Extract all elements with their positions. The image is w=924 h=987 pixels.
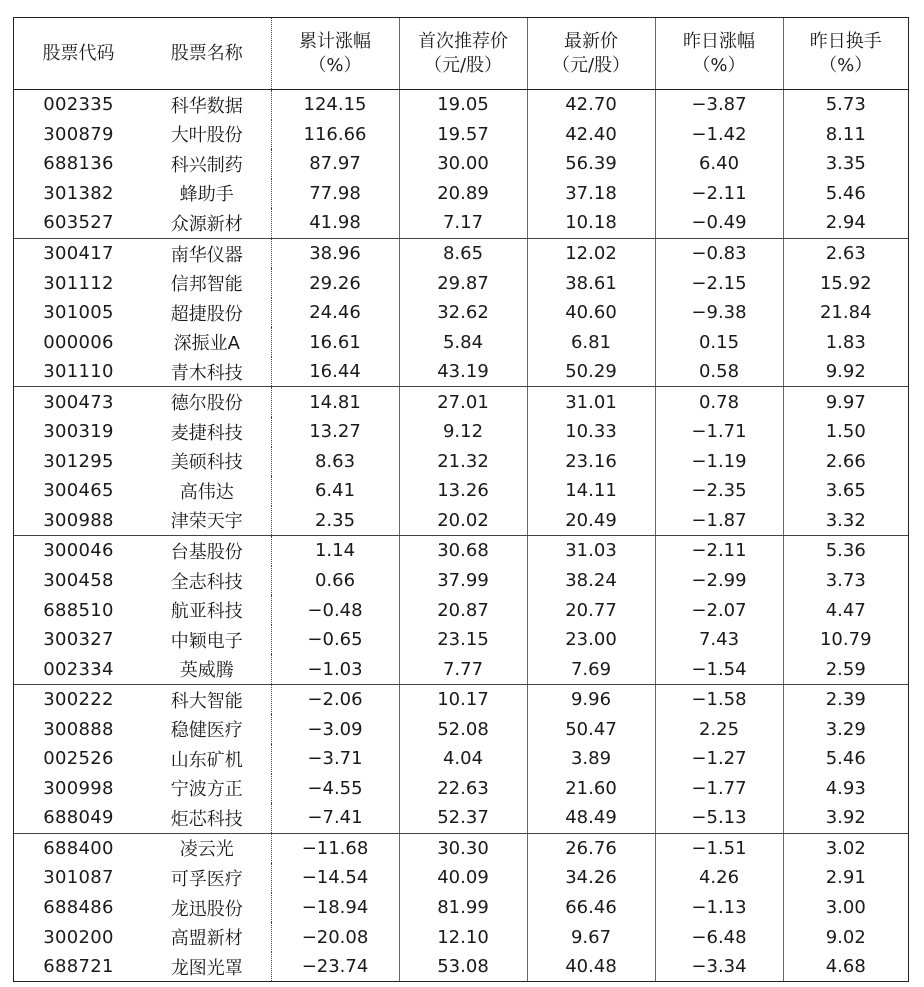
stock-code-cell: 301087 <box>43 867 114 889</box>
stock-name-cell: 可孚医疗 <box>143 863 271 893</box>
header-label: 最新价 <box>564 30 618 52</box>
cumulative-gain-cell: −0.65 <box>271 625 399 655</box>
table-row <box>14 833 908 863</box>
stock-name-cell: 众源新材 <box>143 208 271 238</box>
yesterday-turnover-cell: 2.59 <box>783 654 908 684</box>
latest-price-cell: 14.11 <box>527 476 655 506</box>
yesterday-turnover-cell: 3.00 <box>783 893 908 923</box>
yesterday-change-cell: −6.48 <box>655 922 783 952</box>
latest-price-cell: 50.47 <box>527 714 655 744</box>
first-recommend-price-cell: 40.09 <box>399 863 527 893</box>
latest-price-cell: 34.26 <box>527 863 655 893</box>
stock-code-cell: 300465 <box>43 480 114 502</box>
latest-price-cell: 7.69 <box>527 654 655 684</box>
stock-name-cell: 深振业A <box>143 327 271 357</box>
first-recommend-price-cell: 8.65 <box>399 238 527 268</box>
stock-code-cell: 300327 <box>43 629 114 651</box>
table-row <box>14 120 908 150</box>
stock-name-cell: 超捷股份 <box>143 298 271 328</box>
yesterday-change-cell: −1.19 <box>655 447 783 477</box>
header-label: 昨日换手 <box>809 30 882 52</box>
latest-price-cell: 66.46 <box>527 893 655 923</box>
latest-price-cell: 38.61 <box>527 268 655 298</box>
stock-code-cell: 300879 <box>43 123 114 145</box>
latest-price-cell: 40.60 <box>527 298 655 328</box>
stock-name-cell: 航亚科技 <box>143 595 271 625</box>
header-unit: （%） <box>819 54 873 76</box>
yesterday-turnover-cell: 2.66 <box>783 447 908 477</box>
yesterday-change-cell: 0.78 <box>655 387 783 417</box>
table-row <box>14 149 908 179</box>
cumulative-gain-cell: 1.14 <box>271 536 399 566</box>
stock-name-cell: 科华数据 <box>143 90 271 120</box>
yesterday-change-cell: −1.77 <box>655 774 783 804</box>
yesterday-turnover-cell: 3.73 <box>783 566 908 596</box>
stock-name-cell: 山东矿机 <box>143 744 271 774</box>
yesterday-turnover-cell: 3.65 <box>783 476 908 506</box>
yesterday-turnover-cell: 5.73 <box>783 90 908 120</box>
table-row <box>14 714 908 744</box>
first-recommend-price-cell: 29.87 <box>399 268 527 298</box>
table-row <box>14 536 908 566</box>
yesterday-turnover-cell: 1.83 <box>783 327 908 357</box>
stock-code-cell: 002526 <box>43 748 114 770</box>
yesterday-turnover-cell: 5.46 <box>783 179 908 209</box>
stock-code-cell: 300319 <box>43 421 114 443</box>
stock-code-cell: 300417 <box>43 243 114 264</box>
yesterday-change-cell: −0.83 <box>655 238 783 268</box>
stock-code-cell: 688400 <box>43 837 114 859</box>
yesterday-change-cell: −0.49 <box>655 208 783 238</box>
stock-code-cell: 603527 <box>14 208 143 238</box>
stock-name-cell: 凌云光 <box>143 833 271 863</box>
stock-code-cell: 300458 <box>43 570 114 592</box>
table-row <box>14 417 908 447</box>
first-recommend-price-cell: 30.30 <box>399 833 527 863</box>
stock-name-cell: 高盟新材 <box>143 922 271 952</box>
first-recommend-price-cell: 12.10 <box>399 922 527 952</box>
stock-name-cell: 龙图光罩 <box>143 952 271 982</box>
first-recommend-price-cell: 52.08 <box>399 714 527 744</box>
stock-name-cell: 龙迅股份 <box>143 893 271 923</box>
stock-name-cell: 大叶股份 <box>143 120 271 150</box>
first-recommend-price-cell: 5.84 <box>399 327 527 357</box>
cumulative-gain-cell: 87.97 <box>271 149 399 179</box>
yesterday-turnover-cell: 15.92 <box>783 268 908 298</box>
yesterday-change-cell: −1.27 <box>655 744 783 774</box>
first-recommend-price-cell: 20.02 <box>399 506 527 536</box>
yesterday-turnover-cell: 9.02 <box>783 922 908 952</box>
stock-name-cell: 稳健医疗 <box>143 714 271 744</box>
header-label: 首次推荐价 <box>418 30 508 52</box>
cumulative-gain-cell: 14.81 <box>271 387 399 417</box>
stock-code-cell: 300200 <box>43 926 114 948</box>
table-row <box>14 774 908 804</box>
first-recommend-price-cell: 19.05 <box>399 90 527 120</box>
cumulative-gain-cell: −3.71 <box>271 744 399 774</box>
table-row <box>14 268 908 298</box>
stock-name-cell: 科大智能 <box>143 684 271 714</box>
header-unit: （%） <box>692 54 746 76</box>
table-row <box>14 238 908 268</box>
header-yesterday-turnover <box>783 18 908 90</box>
yesterday-turnover-cell: 2.94 <box>783 208 908 238</box>
stock-name-cell: 津荣天宇 <box>143 506 271 536</box>
yesterday-change-cell: 7.43 <box>655 625 783 655</box>
yesterday-change-cell: −2.15 <box>655 268 783 298</box>
table-row <box>14 357 908 387</box>
yesterday-change-cell: −1.42 <box>655 120 783 150</box>
yesterday-change-cell: −2.35 <box>655 476 783 506</box>
first-recommend-price-cell: 30.68 <box>399 536 527 566</box>
header-yesterday-change <box>655 18 783 90</box>
table-row <box>14 893 908 923</box>
stock-table-frame <box>13 17 909 982</box>
first-recommend-price-cell: 13.26 <box>399 476 527 506</box>
yesterday-change-cell: −1.13 <box>655 893 783 923</box>
yesterday-turnover-cell: 5.46 <box>783 744 908 774</box>
latest-price-cell: 42.70 <box>527 90 655 120</box>
yesterday-change-cell: 0.58 <box>655 357 783 387</box>
stock-name-cell: 宁波方正 <box>143 774 271 804</box>
table-row <box>14 803 908 833</box>
stock-code-cell: 002335 <box>43 94 114 116</box>
first-recommend-price-cell: 21.32 <box>399 447 527 477</box>
stock-code-cell: 301382 <box>43 182 114 204</box>
yesterday-change-cell: −1.87 <box>655 506 783 536</box>
yesterday-change-cell: 2.25 <box>655 714 783 744</box>
yesterday-turnover-cell: 3.92 <box>783 803 908 833</box>
yesterday-turnover-cell: 3.02 <box>783 833 908 863</box>
latest-price-cell: 50.29 <box>527 357 655 387</box>
cumulative-gain-cell: −14.54 <box>271 863 399 893</box>
cumulative-gain-cell: −18.94 <box>271 893 399 923</box>
cumulative-gain-cell: 29.26 <box>271 268 399 298</box>
first-recommend-price-cell: 20.87 <box>399 595 527 625</box>
header-latest-price <box>527 18 655 90</box>
yesterday-turnover-cell: 3.29 <box>783 714 908 744</box>
cumulative-gain-cell: 16.44 <box>271 357 399 387</box>
yesterday-turnover-cell: 4.68 <box>783 952 908 982</box>
yesterday-change-cell: −9.38 <box>655 298 783 328</box>
yesterday-turnover-cell: 3.32 <box>783 506 908 536</box>
cumulative-gain-cell: −3.09 <box>271 714 399 744</box>
yesterday-turnover-cell: 4.93 <box>783 774 908 804</box>
yesterday-turnover-cell: 2.39 <box>783 684 908 714</box>
stock-code-cell: 301112 <box>43 272 114 294</box>
yesterday-change-cell: −3.87 <box>655 90 783 120</box>
table-header-row <box>14 18 908 90</box>
table-body <box>14 90 908 982</box>
yesterday-turnover-cell: 8.11 <box>783 120 908 150</box>
cumulative-gain-cell: 41.98 <box>271 208 399 238</box>
cumulative-gain-cell: 24.46 <box>271 298 399 328</box>
cumulative-gain-cell: 0.66 <box>271 566 399 596</box>
cumulative-gain-cell: 6.41 <box>271 476 399 506</box>
stock-code-cell: 300998 <box>43 777 114 799</box>
yesterday-turnover-cell: 9.97 <box>783 387 908 417</box>
latest-price-cell: 56.39 <box>527 149 655 179</box>
first-recommend-price-cell: 27.01 <box>399 387 527 417</box>
first-recommend-price-cell: 10.17 <box>399 684 527 714</box>
table-row <box>14 952 908 982</box>
cumulative-gain-cell: 77.98 <box>271 179 399 209</box>
cumulative-gain-cell: −4.55 <box>271 774 399 804</box>
latest-price-cell: 10.18 <box>527 208 655 238</box>
yesterday-turnover-cell: 9.92 <box>783 357 908 387</box>
latest-price-cell: 6.81 <box>527 327 655 357</box>
header-stock-code <box>14 18 143 90</box>
yesterday-change-cell: −1.51 <box>655 833 783 863</box>
table-row <box>14 506 908 536</box>
latest-price-cell: 40.48 <box>527 952 655 982</box>
latest-price-cell: 9.96 <box>527 684 655 714</box>
stock-name-cell: 科兴制药 <box>143 149 271 179</box>
header-label: 股票代码 <box>42 42 115 64</box>
header-label: 股票名称 <box>170 42 243 64</box>
first-recommend-price-cell: 30.00 <box>399 149 527 179</box>
yesterday-change-cell: −1.54 <box>655 654 783 684</box>
cumulative-gain-cell: −11.68 <box>271 833 399 863</box>
latest-price-cell: 20.77 <box>527 595 655 625</box>
yesterday-turnover-cell: 3.35 <box>783 149 908 179</box>
stock-code-cell: 688510 <box>43 599 114 621</box>
latest-price-cell: 31.03 <box>527 536 655 566</box>
latest-price-cell: 20.49 <box>527 506 655 536</box>
yesterday-turnover-cell: 2.91 <box>783 863 908 893</box>
latest-price-cell: 3.89 <box>527 744 655 774</box>
stock-name-cell: 信邦智能 <box>143 268 271 298</box>
latest-price-cell: 23.16 <box>527 447 655 477</box>
table-row <box>14 863 908 893</box>
latest-price-cell: 26.76 <box>527 833 655 863</box>
yesterday-change-cell: 4.26 <box>655 863 783 893</box>
stock-code-cell: 300888 <box>43 718 114 740</box>
table-row <box>14 90 908 120</box>
latest-price-cell: 12.02 <box>527 238 655 268</box>
yesterday-change-cell: −3.34 <box>655 952 783 982</box>
yesterday-change-cell: −5.13 <box>655 803 783 833</box>
stock-name-cell: 蜂助手 <box>143 179 271 209</box>
latest-price-cell: 48.49 <box>527 803 655 833</box>
first-recommend-price-cell: 52.37 <box>399 803 527 833</box>
yesterday-change-cell: −2.11 <box>655 179 783 209</box>
stock-code-cell: 688136 <box>43 153 114 175</box>
first-recommend-price-cell: 7.17 <box>399 208 527 238</box>
yesterday-change-cell: −1.71 <box>655 417 783 447</box>
first-recommend-price-cell: 53.08 <box>399 952 527 982</box>
cumulative-gain-cell: 2.35 <box>271 506 399 536</box>
header-stock-name <box>143 18 271 90</box>
table-row <box>14 179 908 209</box>
cumulative-gain-cell: 16.61 <box>271 327 399 357</box>
stock-name-cell: 美硕科技 <box>143 447 271 477</box>
yesterday-change-cell: 6.40 <box>655 149 783 179</box>
stock-name-cell: 青木科技 <box>143 357 271 387</box>
cumulative-gain-cell: −1.03 <box>271 654 399 684</box>
table-row <box>14 327 908 357</box>
yesterday-change-cell: −2.07 <box>655 595 783 625</box>
stock-code-cell: 301110 <box>14 357 143 387</box>
stock-name-cell: 全志科技 <box>143 566 271 596</box>
cumulative-gain-cell: −23.74 <box>271 952 399 982</box>
table-row <box>14 566 908 596</box>
table-row <box>14 654 908 684</box>
first-recommend-price-cell: 81.99 <box>399 893 527 923</box>
first-recommend-price-cell: 20.89 <box>399 179 527 209</box>
latest-price-cell: 31.01 <box>527 387 655 417</box>
yesterday-turnover-cell: 1.50 <box>783 417 908 447</box>
table-row <box>14 625 908 655</box>
yesterday-change-cell: −2.99 <box>655 566 783 596</box>
stock-code-cell: 002334 <box>14 654 143 684</box>
stock-code-cell: 688721 <box>43 956 114 978</box>
yesterday-turnover-cell: 4.47 <box>783 595 908 625</box>
latest-price-cell: 42.40 <box>527 120 655 150</box>
cumulative-gain-cell: 116.66 <box>271 120 399 150</box>
table-row <box>14 744 908 774</box>
first-recommend-price-cell: 7.77 <box>399 654 527 684</box>
table-row <box>14 208 908 238</box>
table-row <box>14 595 908 625</box>
first-recommend-price-cell: 43.19 <box>399 357 527 387</box>
cumulative-gain-cell: 38.96 <box>271 238 399 268</box>
table-row <box>14 387 908 417</box>
table-row <box>14 298 908 328</box>
latest-price-cell: 21.60 <box>527 774 655 804</box>
stock-code-cell: 688486 <box>43 897 114 919</box>
stock-name-cell: 高伟达 <box>143 476 271 506</box>
header-cumulative-gain <box>271 18 399 90</box>
first-recommend-price-cell: 32.62 <box>399 298 527 328</box>
header-label: 累计涨幅 <box>299 30 371 52</box>
stock-code-cell: 300222 <box>43 689 114 711</box>
stock-code-cell: 300473 <box>43 391 114 413</box>
yesterday-change-cell: 0.15 <box>655 327 783 357</box>
latest-price-cell: 23.00 <box>527 625 655 655</box>
latest-price-cell: 38.24 <box>527 566 655 596</box>
table-row <box>14 684 908 714</box>
yesterday-turnover-cell: 10.79 <box>783 625 908 655</box>
table-row <box>14 447 908 477</box>
latest-price-cell: 10.33 <box>527 417 655 447</box>
table-row <box>14 922 908 952</box>
cumulative-gain-cell: −2.06 <box>271 684 399 714</box>
table-row <box>14 476 908 506</box>
stock-name-cell: 南华仪器 <box>143 238 271 268</box>
stock-name-cell: 台基股份 <box>143 536 271 566</box>
yesterday-change-cell: −1.58 <box>655 684 783 714</box>
yesterday-change-cell: −2.11 <box>655 536 783 566</box>
header-unit: （%） <box>308 54 362 76</box>
cumulative-gain-cell: 13.27 <box>271 417 399 447</box>
header-unit: （元/股） <box>551 54 631 76</box>
latest-price-cell: 9.67 <box>527 922 655 952</box>
header-label: 昨日涨幅 <box>683 30 755 52</box>
stock-name-cell: 中颖电子 <box>143 625 271 655</box>
cumulative-gain-cell: 8.63 <box>271 447 399 477</box>
stock-name-cell: 德尔股份 <box>143 387 271 417</box>
stock-code-cell: 300046 <box>43 540 114 562</box>
latest-price-cell: 37.18 <box>527 179 655 209</box>
header-unit: （元/股） <box>423 54 503 76</box>
cumulative-gain-cell: −20.08 <box>271 922 399 952</box>
first-recommend-price-cell: 23.15 <box>399 625 527 655</box>
first-recommend-price-cell: 9.12 <box>399 417 527 447</box>
header-first-recommend-price <box>399 18 527 90</box>
first-recommend-price-cell: 22.63 <box>399 774 527 804</box>
cumulative-gain-cell: −7.41 <box>271 803 399 833</box>
stock-code-cell: 301295 <box>43 450 114 472</box>
stock-code-cell: 300988 <box>14 506 143 536</box>
first-recommend-price-cell: 37.99 <box>399 566 527 596</box>
yesterday-turnover-cell: 2.63 <box>783 238 908 268</box>
stock-name-cell: 英威腾 <box>143 654 271 684</box>
cumulative-gain-cell: 124.15 <box>271 90 399 120</box>
stock-code-cell: 301005 <box>43 302 114 324</box>
stock-name-cell: 麦捷科技 <box>143 417 271 447</box>
stock-table <box>14 18 908 981</box>
stock-name-cell: 炬芯科技 <box>143 803 271 833</box>
yesterday-turnover-cell: 5.36 <box>783 536 908 566</box>
cumulative-gain-cell: −0.48 <box>271 595 399 625</box>
first-recommend-price-cell: 4.04 <box>399 744 527 774</box>
yesterday-turnover-cell: 21.84 <box>783 298 908 328</box>
stock-code-cell: 688049 <box>14 803 143 833</box>
stock-code-cell: 000006 <box>43 331 114 353</box>
first-recommend-price-cell: 19.57 <box>399 120 527 150</box>
